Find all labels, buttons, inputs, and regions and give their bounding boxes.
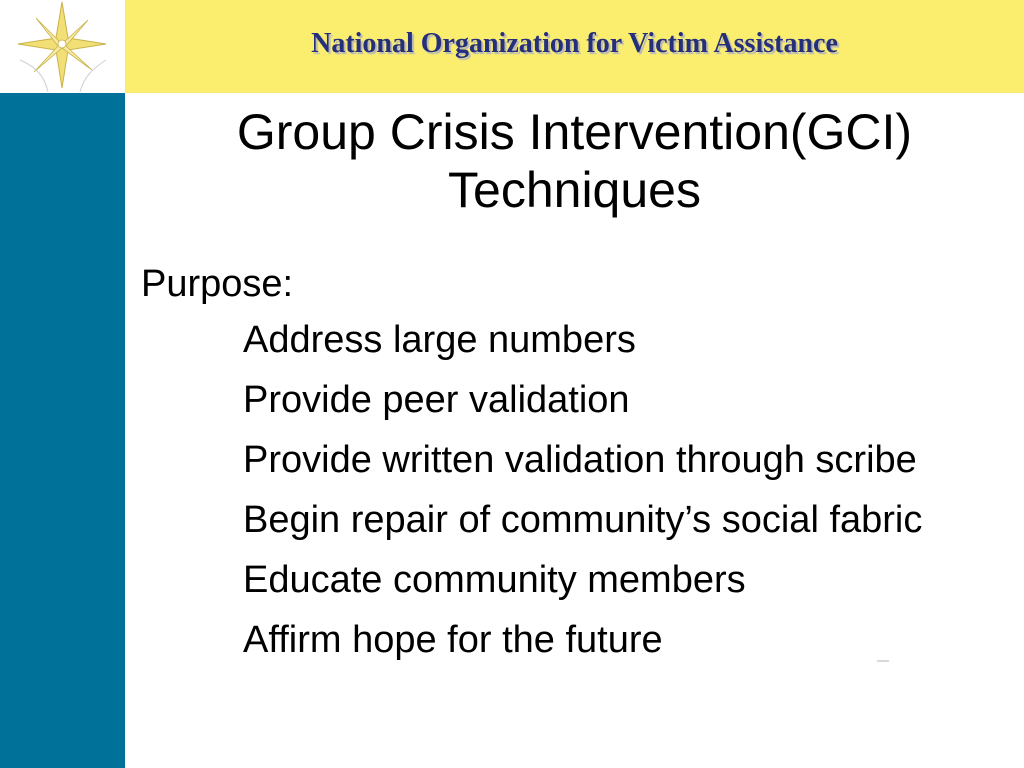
slide-title-line-2: Techniques [448, 162, 701, 218]
list-item: Affirm hope for the future [243, 619, 663, 661]
logo-area [0, 0, 125, 93]
list-item: Address large numbers [243, 319, 636, 361]
purpose-list [178, 316, 968, 676]
list-item: Provide written validation through scribe [243, 439, 917, 481]
star-compass-logo-icon [14, 0, 114, 93]
slide-title-line-1: Group Crisis Intervention(GCI) [236, 104, 913, 160]
organization-name: National Organization for Victim Assistance [311, 28, 838, 59]
left-sidebar-band [0, 93, 125, 768]
decorative-mark [877, 660, 889, 662]
purpose-heading: Purpose: [141, 263, 294, 305]
slide-title [125, 103, 1024, 219]
list-item: Provide peer validation [243, 379, 630, 421]
list-item: Educate community members [243, 559, 746, 601]
list-item: Begin repair of community’s social fabric [243, 499, 923, 541]
